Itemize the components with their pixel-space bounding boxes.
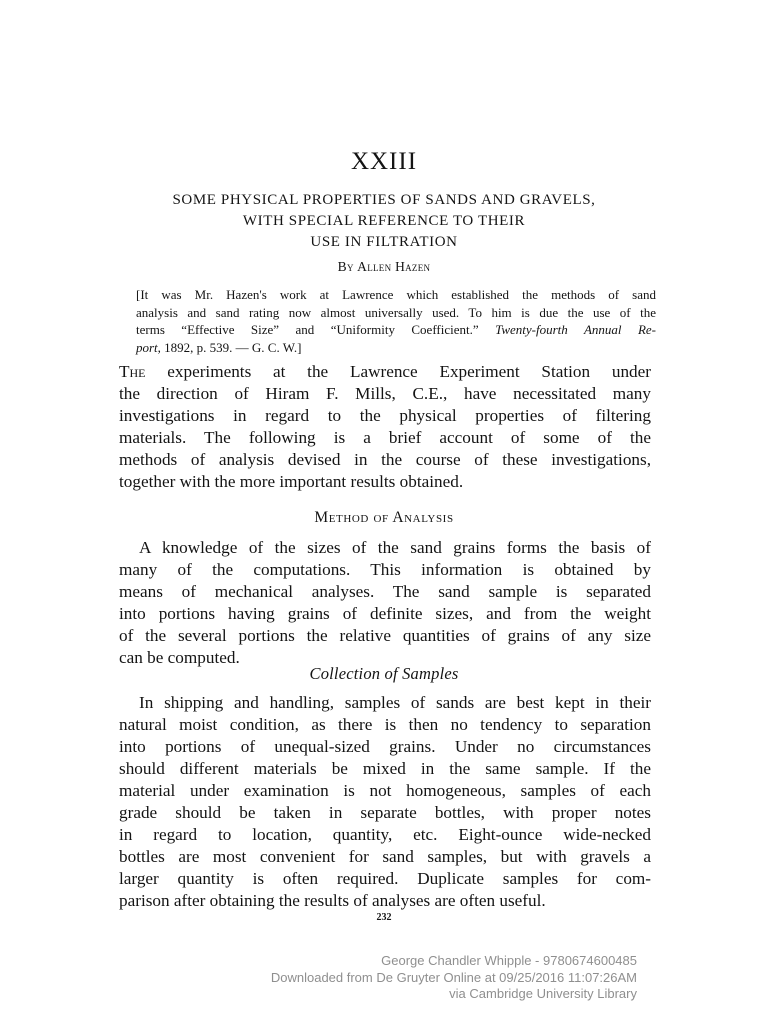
paragraph-line: many of the computations. This information is obtained by [119,560,651,579]
title-line: USE IN FILTRATION [310,234,458,250]
method-paragraph [119,537,651,669]
paragraph-line: natural moist condition, as there is then no tendency to separation [119,715,651,734]
download-watermark [271,953,637,1003]
paragraph-line: into portions having grains of definite sizes, and from the weight [119,604,651,623]
note-line [136,339,656,357]
subsection-heading: Collection of Samples [309,664,459,683]
note-line: [It was Mr. Hazen's work at Lawrence which established the methods of sand [136,287,656,302]
samples-paragraph [119,692,651,912]
note-line: analysis and sand rating now almost universally used. To him is due the use of the [136,304,656,320]
paragraph-line: In shipping and handling, samples of sands are best kept in their [139,693,651,712]
paragraph-line: material under examination is not homogeneous, samples of each [119,781,651,800]
note-line [136,321,656,339]
paragraph-line: grade should be taken in separate bottles, with proper notes [119,803,651,822]
note-text: terms “Effective Size” and “Uniformity Coefficient.” [136,322,496,337]
title-line: WITH SPECIAL REFERENCE TO THEIR [242,213,526,229]
paragraph-line: of the several portions the relative quantities of grains of any size [119,626,651,645]
paragraph-line: investigations in regard to the physical properties of filtering [119,406,651,425]
chapter-number: XXIII [350,148,418,175]
paragraph-line: the direction of Hiram F. Mills, C.E., have necessitated many [119,384,651,403]
paragraph-line: in regard to location, quantity, etc. Eight-ounce wide-necked [119,825,651,844]
title-line: SOME PHYSICAL PROPERTIES OF SANDS AND GRAVELS, [172,192,596,208]
paragraph-line: materials. The following is a brief account of some of the [119,428,651,447]
watermark-line: Downloaded from De Gruyter Online at 09/25/2016 11:07:26AM [270,969,637,985]
paragraph-line: should different materials be mixed in the same sample. If the [119,759,651,778]
author-prefix: By [337,259,354,274]
paragraph-line: parison after obtaining the results of analyses are often useful. [119,891,546,910]
paragraph-line: methods of analysis devised in the course of these investigations, [119,450,651,469]
paragraph-line: can be computed. [119,648,240,667]
watermark-line: George Chandler Whipple - 9780674600485 [381,953,637,968]
paragraph-line: means of mechanical analyses. The sand sample is separated [119,582,651,601]
paragraph-line: larger quantity is often required. Duplicate samples for com- [119,869,651,888]
watermark-line: via Cambridge University Library [449,986,637,1001]
paragraph-line: together with the more important results obtained. [119,472,464,491]
intro-paragraph [119,361,651,493]
note-citation: Twenty-fourth Annual Re- [495,322,656,337]
section-heading: Method of Analysis [314,509,454,526]
author-name: Allen Hazen [357,259,431,274]
paragraph-line: bottles are most convenient for sand samples, but with gravels a [119,847,651,866]
paragraph-line: A knowledge of the sizes of the sand grains forms the basis of [139,538,651,557]
note-text: 1892, p. 539. — G. C. W.] [160,339,302,355]
editor-note [136,286,656,356]
paragraph-line [119,361,651,383]
page-number: 232 [376,912,392,923]
line-text: experiments at the Lawrence Experiment Station under [145,362,651,381]
drop-word: The [119,362,146,381]
chapter-title [0,190,768,253]
note-citation: port, [136,339,161,355]
paragraph-line: into portions of unequal-sized grains. Under no circumstances [119,737,651,756]
author-line [0,259,768,275]
